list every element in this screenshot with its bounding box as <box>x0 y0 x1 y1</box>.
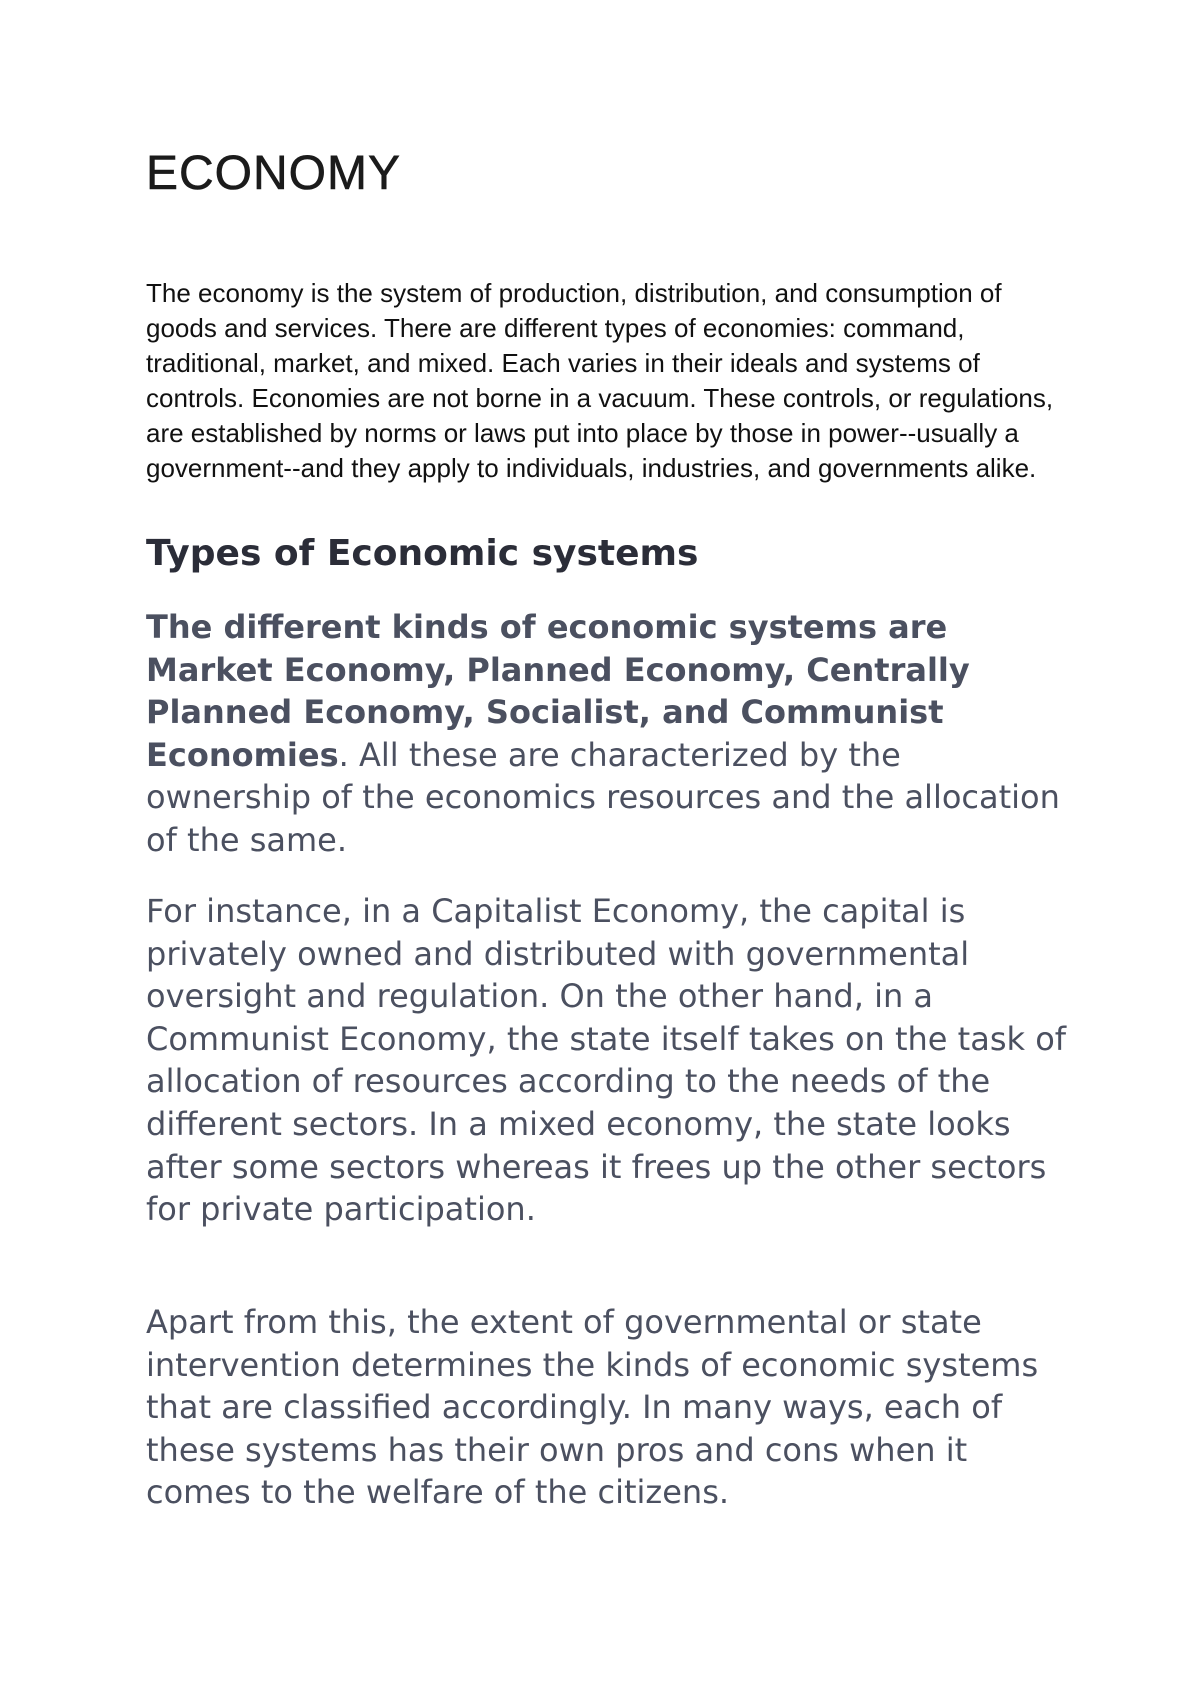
section-heading: Types of Economic systems <box>146 533 699 574</box>
state-intervention-paragraph: Apart from this, the extent of governmental or state intervention determines the kinds of economic systems that are classified accordingly. In many ways, each of these systems has their own pros and cons when it comes to the welfare of the citizens. <box>146 1303 1039 1512</box>
intro-paragraph: The economy is the system of production, distribution, and consumption of goods and services. There are different types of economies: command, traditional, market, and mixed. Each varies in their ideals and systems of controls. Economies are not borne in a vacuum. These controls, or regulations, are established by norms or laws put into place by those in power--usually a government--and they apply to individuals, industries, and governments alike. <box>146 278 1054 483</box>
economic-systems-rest-text: . All these are characterized by the ownership of the economics resources and the allocation of the same. <box>146 735 1060 859</box>
economic-systems-paragraph <box>146 606 1076 862</box>
economic-systems-bold-text: The different kinds of economic systems are Market Economy, Planned Economy, Centrally Planned Economy, Socialist, and Communist Economies <box>146 608 970 774</box>
document-title: ECONOMY <box>146 147 402 200</box>
capitalist-communist-paragraph: For instance, in a Capitalist Economy, the capital is privately owned and distributed with governmental oversight and regulation. On the other hand, in a Communist Economy, the state itself takes on the task of allocation of resources according to the needs of the different sectors. In a mixed economy, the state looks after some sectors whereas it frees up the other sectors for private participation. <box>146 892 1067 1229</box>
